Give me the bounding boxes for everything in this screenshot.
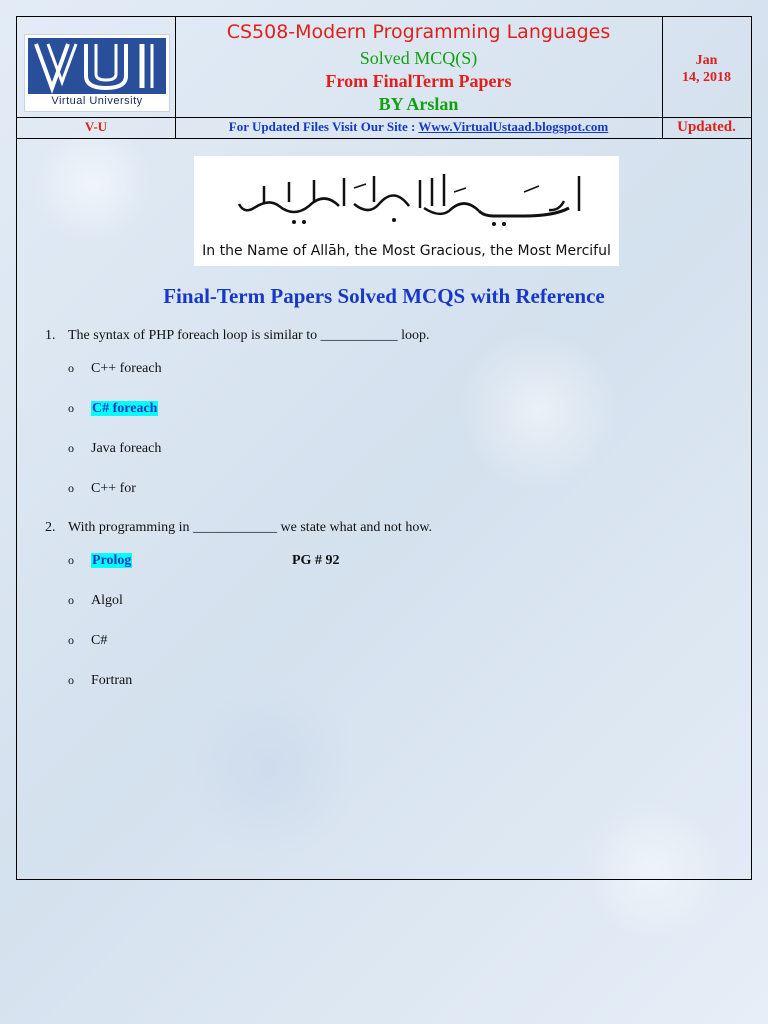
visit-cell: [175, 117, 663, 138]
option-item-correct: [68, 401, 158, 417]
question-text: The syntax of PHP foreach loop is similar to ___________ loop.: [68, 328, 430, 343]
visit-prefix: For Updated Files Visit Our Site :: [228, 119, 416, 134]
option-item: [68, 441, 161, 457]
date-day-year: 14, 2018: [682, 70, 731, 85]
correct-option-text: C# foreach: [92, 401, 158, 416]
bullet-icon: o: [68, 673, 74, 687]
bullet-icon: o: [68, 633, 74, 647]
option-text: C#: [91, 633, 108, 648]
option-item: [68, 361, 162, 377]
option-item-correct: [68, 553, 132, 569]
website-link[interactable]: Www.VirtualUstaad.blogspot.com: [418, 119, 609, 134]
option-text: C++ foreach: [91, 361, 162, 376]
bullet-icon: o: [68, 593, 74, 607]
section-title: Final-Term Papers Solved MCQS with Reference: [163, 284, 605, 308]
subtitle-solved: Solved MCQ(S): [359, 48, 478, 68]
option-text: Algol: [91, 593, 123, 608]
question-text: With programming in ____________ we state what and not how.: [68, 520, 433, 535]
vu-logo: [24, 34, 170, 112]
option-item: [68, 481, 136, 497]
bullet-icon: o: [68, 441, 74, 455]
vu-label: V-U: [17, 117, 176, 138]
date-month: Jan: [695, 53, 718, 68]
option-text: Fortran: [91, 673, 133, 688]
info-row: [17, 117, 751, 139]
logo-cell: [17, 17, 176, 117]
bullet-icon: o: [68, 553, 74, 567]
title-cell: [175, 17, 663, 117]
question-number: 2.: [45, 520, 56, 535]
option-text: C++ for: [91, 481, 136, 496]
vu-logo-mark-icon: [28, 38, 166, 94]
bullet-icon: o: [68, 401, 74, 415]
question-1: [45, 328, 430, 344]
correct-option-text: Prolog: [92, 553, 132, 568]
logo-text: Virtual University: [51, 95, 143, 107]
header-row: [17, 17, 751, 118]
option-item: [68, 633, 107, 649]
option-item: [68, 593, 123, 609]
date-cell: [662, 17, 751, 117]
updated-label: Updated.: [677, 119, 736, 135]
bismillah-image: [194, 156, 619, 266]
bismillah-calligraphy-icon: [194, 156, 619, 242]
option-item: [68, 673, 132, 689]
question-number: 1.: [45, 328, 56, 343]
course-title: CS508-Modern Programming Languages: [226, 21, 611, 43]
option-text: Java foreach: [91, 441, 162, 456]
subtitle-papers: From FinalTerm Papers: [325, 71, 512, 91]
bullet-icon: o: [68, 481, 74, 495]
bismillah-caption: In the Name of Allāh, the Most Gracious, the Most Merciful: [202, 243, 611, 259]
bullet-icon: o: [68, 361, 74, 375]
page-reference: PG # 92: [292, 553, 340, 568]
question-2: [45, 520, 432, 536]
subtitle-author: BY Arslan: [378, 94, 459, 114]
